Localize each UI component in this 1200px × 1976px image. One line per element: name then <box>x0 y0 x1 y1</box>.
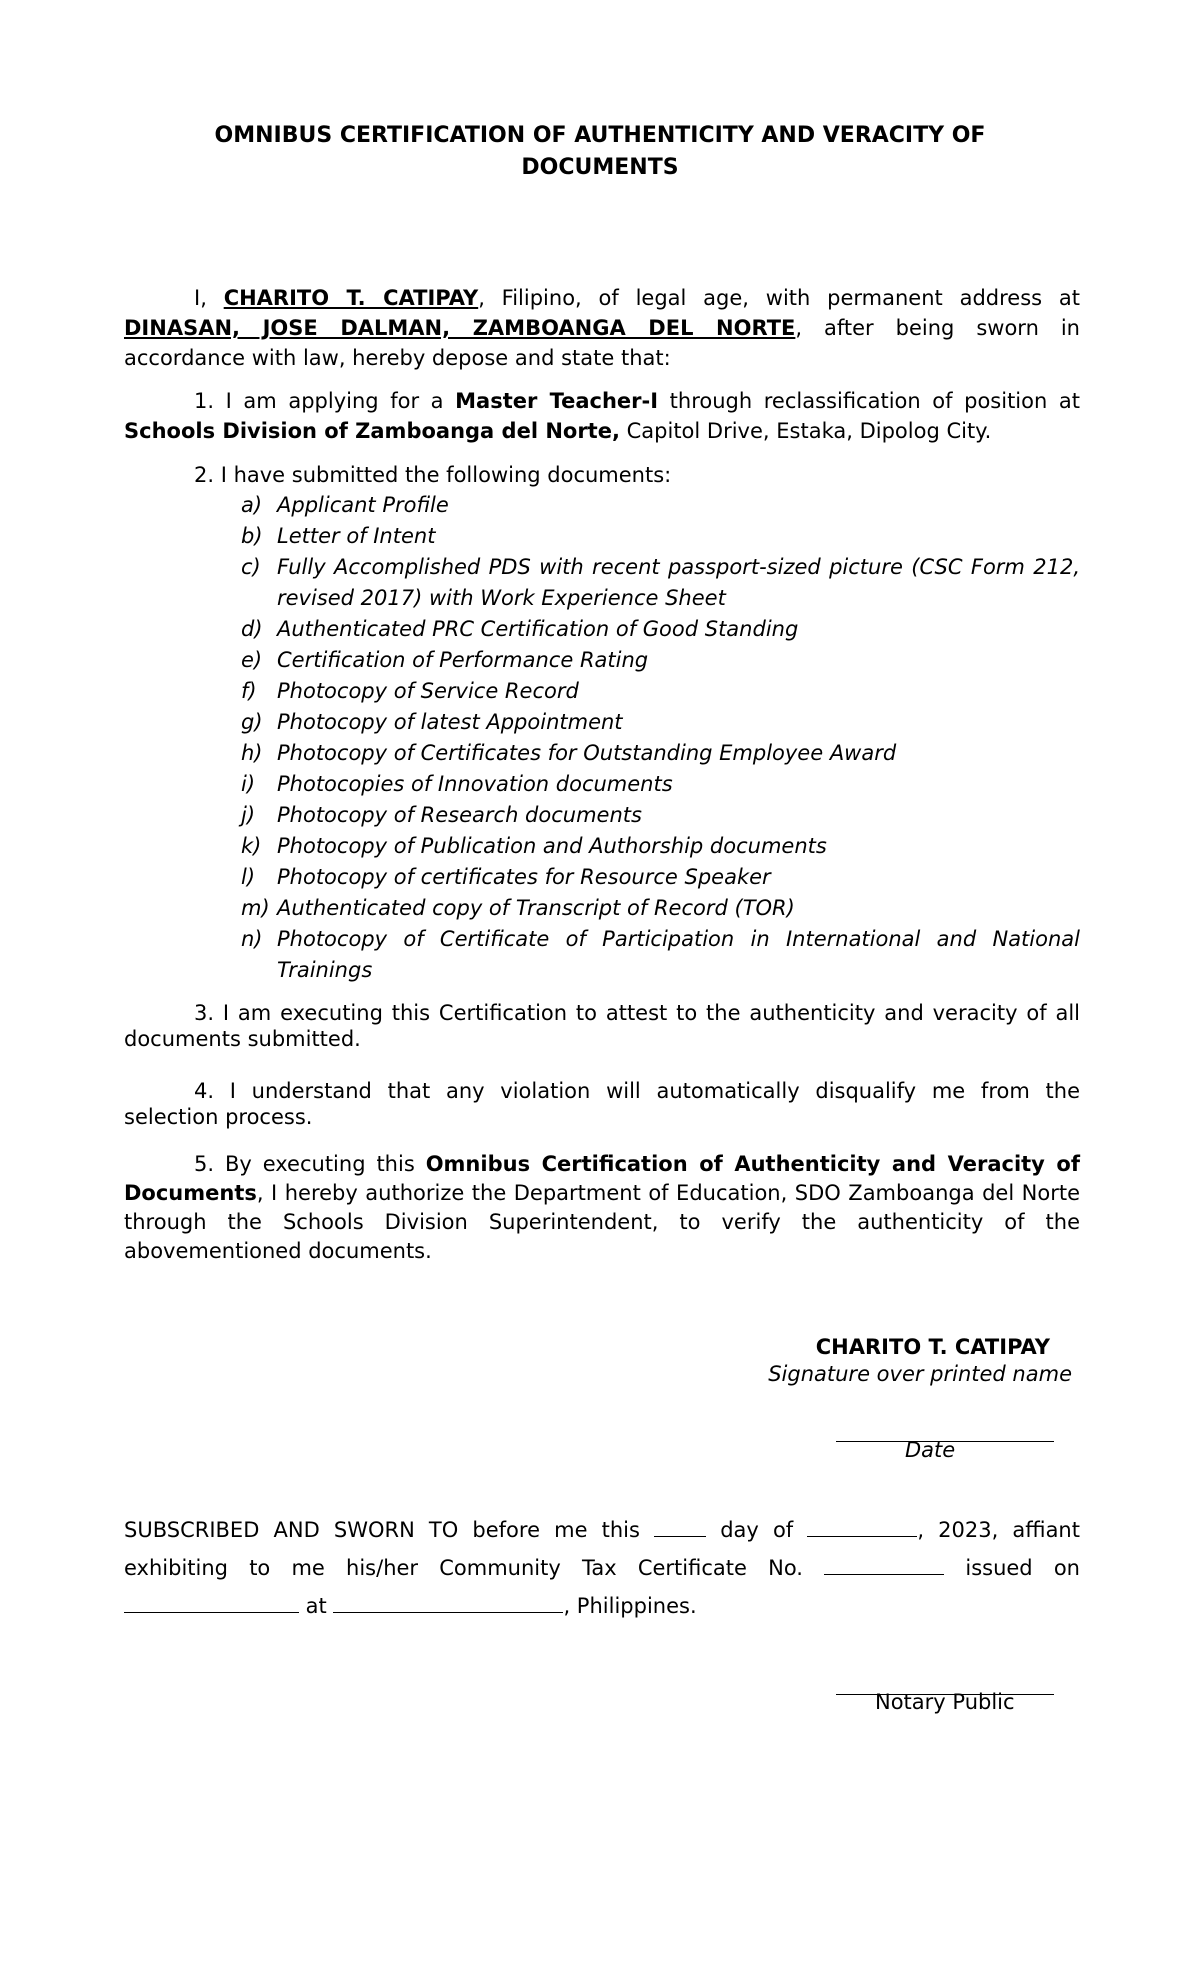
jurat-paragraph: SUBSCRIBED AND SWORN TO before me this day of , 2023, affiant exhibiting to me his/her Community Tax Certificate No. issued on at , Philippines. <box>124 1518 1080 1618</box>
list-marker: j) <box>241 803 256 827</box>
document-list-item <box>241 645 1080 676</box>
date-caption: Date <box>905 1438 956 1462</box>
documents-list <box>241 490 1080 986</box>
document-title: OMNIBUS CERTIFICATION OF AUTHENTICITY AND VERACITY OF DOCUMENTS <box>214 123 986 180</box>
document-name: Photocopy of latest Appointment <box>277 710 623 734</box>
document-list-item <box>241 676 1080 707</box>
document-list-item <box>241 893 1080 924</box>
list-marker: m) <box>241 896 270 920</box>
ctc-number-blank <box>824 1554 944 1575</box>
affiant-address: DINASAN, JOSE DALMAN, ZAMBOANGA DEL NORTE <box>124 316 796 340</box>
certification-name: Omnibus Certification of Authenticity and Veracity of Documents <box>124 1152 1080 1205</box>
document-list-item <box>241 521 1080 552</box>
document-list-item <box>241 490 1080 521</box>
month-blank <box>807 1516 917 1537</box>
document-list-item <box>241 800 1080 831</box>
list-marker: d) <box>241 617 263 641</box>
document-list-item <box>241 707 1080 738</box>
list-marker: l) <box>241 865 256 889</box>
document-name: Photocopy of Publication and Authorship documents <box>277 834 827 858</box>
office-name: Schools Division of Zamboanga del Norte, <box>124 419 620 443</box>
list-marker: n) <box>241 927 263 951</box>
affiant-name: CHARITO T. CATIPAY <box>223 286 479 310</box>
document-name: Fully Accomplished PDS with recent passport-sized picture (CSC Form 212, revised 2017) with Work Experience Sheet <box>277 555 1080 610</box>
list-marker: g) <box>241 710 263 734</box>
list-marker: i) <box>241 772 256 796</box>
document-name: Photocopy of Certificate of Participation in International and National Trainings <box>277 927 1080 982</box>
notary-caption: Notary Public <box>875 1690 1015 1714</box>
document-list-item <box>241 924 1080 986</box>
list-marker: a) <box>241 493 263 517</box>
intro-paragraph <box>124 283 1080 373</box>
list-marker: b) <box>241 524 263 548</box>
issue-place-blank <box>333 1592 563 1613</box>
document-list-item <box>241 552 1080 614</box>
document-name: Certification of Performance Rating <box>277 648 649 672</box>
intro-line-2: DINASAN, JOSE DALMAN, ZAMBOANGA DEL NORTE, after being sworn in <box>124 316 1080 340</box>
document-name: Photocopy of certificates for Resource Speaker <box>277 865 771 889</box>
document-name: Authenticated copy of Transcript of Record (TOR) <box>277 896 795 920</box>
item-5: 5. By executing this Omnibus Certification of Authenticity and Veracity of Documents, I hereby authorize the Department of Education, SDO Zamboanga del Norte through the Schools Division Superintendent, to verify the authenticity of the abovementioned documents. <box>124 1152 1080 1263</box>
document-name: Photocopies of Innovation documents <box>277 772 673 796</box>
document-name: Authenticated PRC Certification of Good Standing <box>277 617 799 641</box>
signatory-name: CHARITO T. CATIPAY <box>815 1335 1050 1359</box>
list-marker: c) <box>241 555 261 579</box>
item-1 <box>124 386 1080 446</box>
item-2-intro: 2. I have submitted the following documents: <box>194 463 672 487</box>
item-4: 4. I understand that any violation will automatically disqualify me from the selection process. <box>124 1079 1080 1129</box>
document-name: Applicant Profile <box>277 493 449 517</box>
document-name: Photocopy of Research documents <box>277 803 642 827</box>
item-3: 3. I am executing this Certification to attest to the authenticity and veracity of all documents submitted. <box>124 1001 1080 1051</box>
day-blank <box>654 1516 706 1537</box>
list-marker: f) <box>241 679 257 703</box>
intro-line-3: accordance with law, hereby depose and state that: <box>124 346 671 370</box>
issue-date-blank <box>124 1592 299 1613</box>
document-list-item <box>241 769 1080 800</box>
document-list-item <box>241 738 1080 769</box>
item-1-line-2: Schools Division of Zamboanga del Norte, Capitol Drive, Estaka, Dipolog City. <box>124 419 992 443</box>
document-name: Photocopy of Certificates for Outstanding Employee Award <box>277 741 897 765</box>
document-list-item <box>241 614 1080 645</box>
list-marker: k) <box>241 834 262 858</box>
document-name: Letter of Intent <box>277 524 436 548</box>
position-applied: Master Teacher-I <box>455 389 659 413</box>
document-list-item <box>241 831 1080 862</box>
item-1-line-1: 1. I am applying for a Master Teacher-I through reclassification of position at <box>194 389 1080 413</box>
list-marker: e) <box>241 648 263 672</box>
list-marker: h) <box>241 741 263 765</box>
signature-caption: Signature over printed name <box>768 1362 1072 1386</box>
document-name: Photocopy of Service Record <box>277 679 579 703</box>
document-list-item <box>241 862 1080 893</box>
intro-line-1: I, CHARITO T. CATIPAY, Filipino, of legal age, with permanent address at <box>194 286 1080 310</box>
